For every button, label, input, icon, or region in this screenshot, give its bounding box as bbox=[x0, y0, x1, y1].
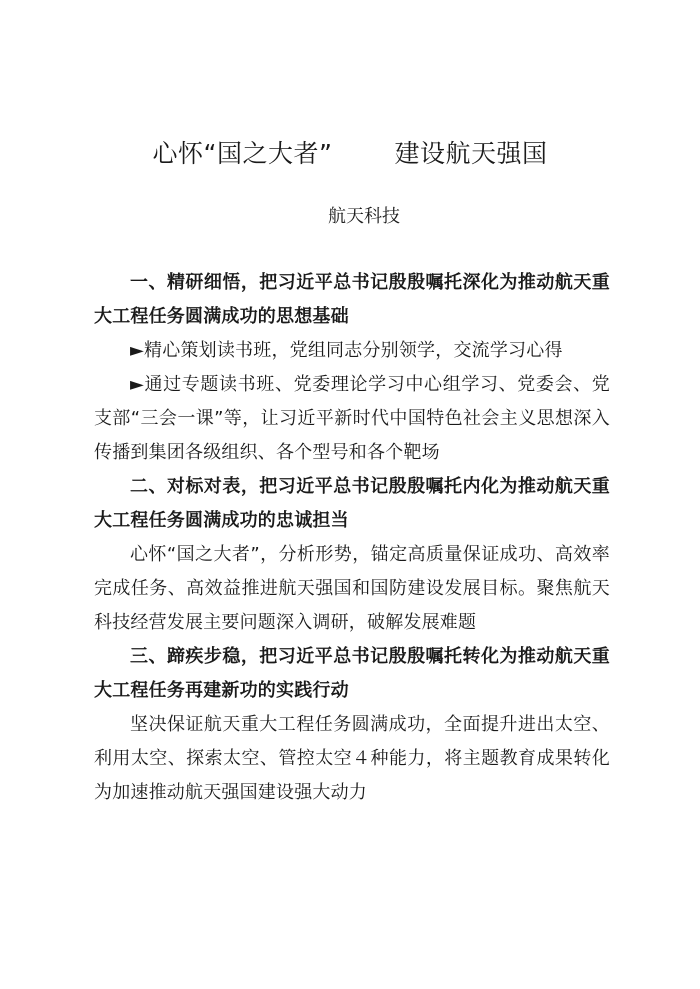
section-1-paragraph-2: ►通过专题读书班、党委理论学习中心组学习、党委会、党支部“三会一课”等，让习近平新时代中国特色社会主义思想深入传播到集团各级组织、各个型号和各个靶场 bbox=[94, 374, 610, 463]
section-1-heading: 一、精研细悟，把习近平总书记殷殷嘱托深化为推动航天重大工程任务圆满成功的思想基础 bbox=[94, 272, 610, 327]
title-part-1: 心怀“国之大者” bbox=[152, 139, 333, 168]
section-3-heading: 三、蹄疾步稳，把习近平总书记殷殷嘱托转化为推动航天重大工程任务再建新功的实践行动 bbox=[94, 646, 610, 701]
author-line: 航天科技 bbox=[328, 206, 400, 227]
section-2-paragraph-1: 心怀“国之大者”，分析形势，锚定高质量保证成功、高效率完成任务、高效益推进航天强国和国防建设发展目标。聚焦航天科技经营发展主要问题深入调研，破解发展难题 bbox=[94, 544, 610, 633]
document-body bbox=[94, 266, 610, 810]
section-3-paragraph-1: 坚决保证航天重大工程任务圆满成功，全面提升进出太空、利用太空、探索太空、管控太空４种能力，将主题教育成果转化为加速推动航天强国建设强大动力 bbox=[94, 714, 610, 803]
title-part-2: 建设航天强国 bbox=[394, 139, 548, 168]
section-2-heading: 二、对标对表，把习近平总书记殷殷嘱托内化为推动航天重大工程任务圆满成功的忠诚担当 bbox=[94, 476, 610, 531]
page-title bbox=[0, 136, 700, 172]
section-1-paragraph-1: ►精心策划读书班，党组同志分别领学，交流学习心得 bbox=[130, 340, 563, 361]
